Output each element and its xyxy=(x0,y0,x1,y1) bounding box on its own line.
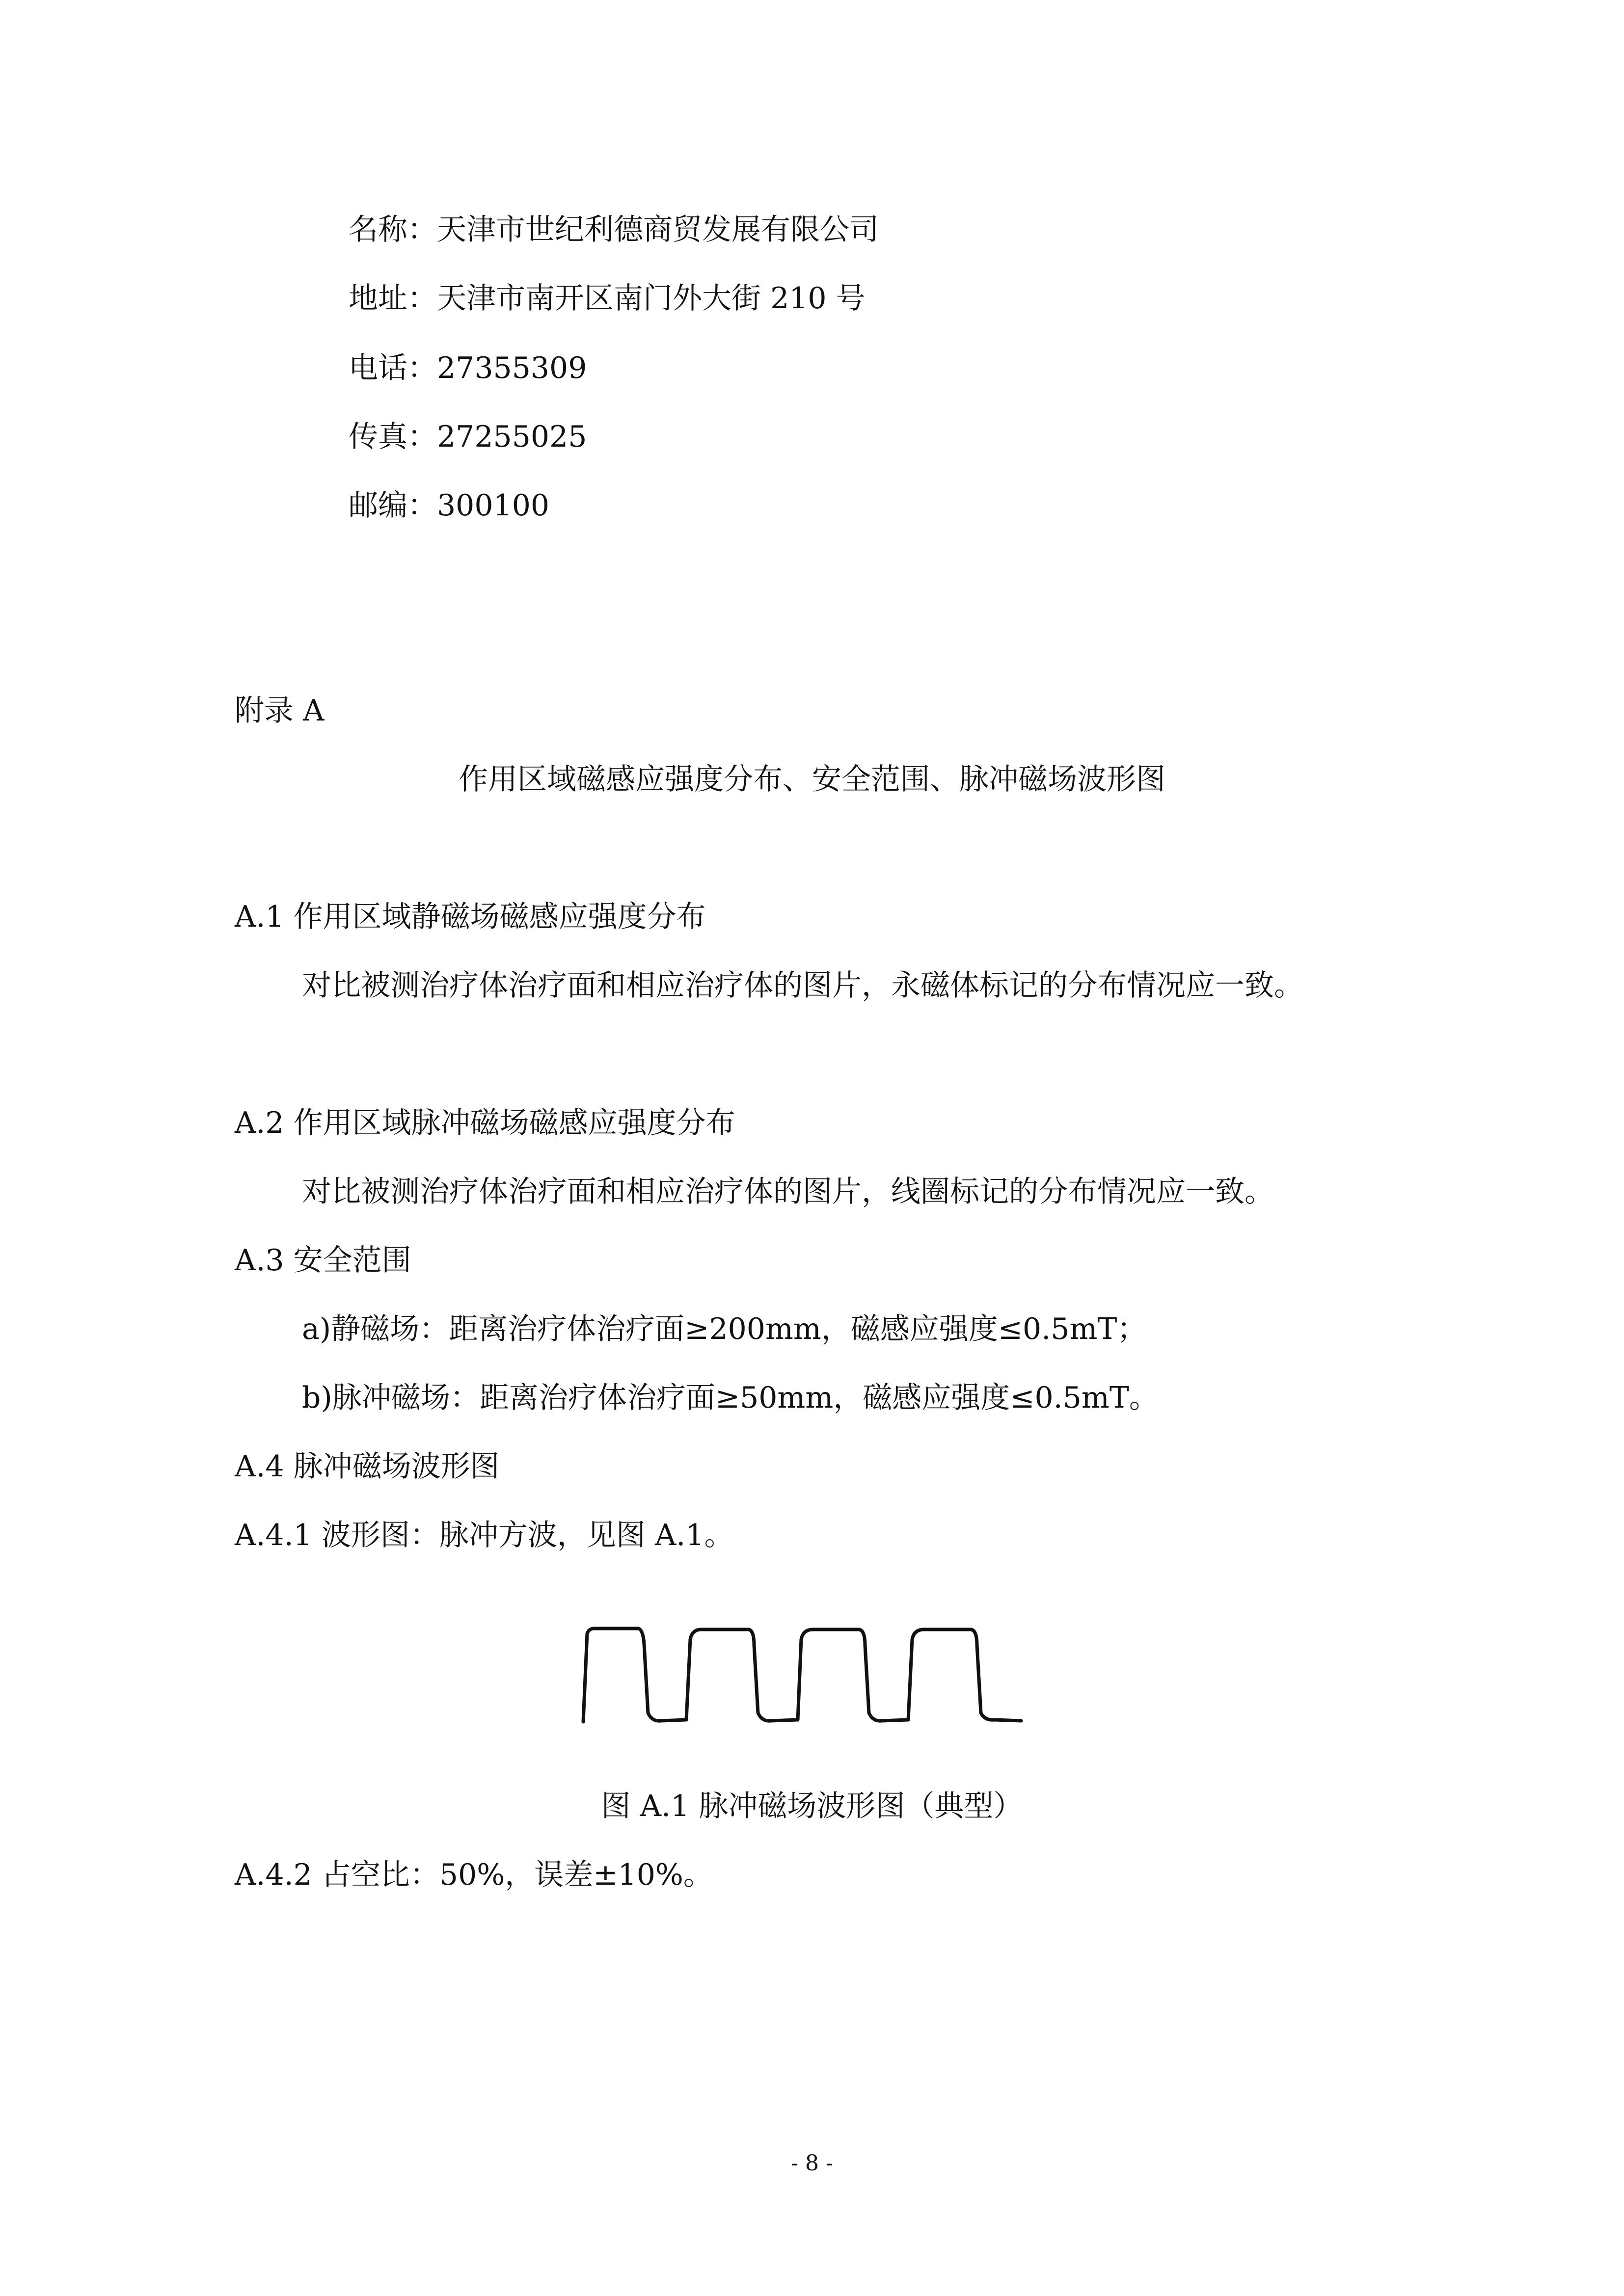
section-a1-text: 对比被测治疗体治疗面和相应治疗体的图片，永磁体标记的分布情况应一致。 xyxy=(302,968,1303,1003)
section-a1-heading: A.1 作用区域静磁场磁感应强度分布 xyxy=(235,900,706,934)
company-address-line: 地址：天津市南开区南门外大街 210 号 xyxy=(349,281,866,316)
pulse-waveform-line xyxy=(583,1629,1021,1722)
section-a41-text: A.4.1 波形图：脉冲方波，见图 A.1。 xyxy=(235,1518,734,1552)
section-a3-item-a: a)静磁场：距离治疗体治疗面≥200mm，磁感应强度≤0.5mT； xyxy=(302,1312,1147,1346)
company-fax-line: 传真：27255025 xyxy=(349,420,587,454)
appendix-label: 附录 A xyxy=(235,694,325,728)
page-number: - 8 - xyxy=(791,2151,833,2176)
appendix-title: 作用区域磁感应强度分布、安全范围、脉冲磁场波形图 xyxy=(459,762,1165,797)
company-postcode-line: 邮编：300100 xyxy=(349,488,550,523)
pulse-waveform-figure xyxy=(574,1615,1036,1742)
figure-caption: 图 A.1 脉冲磁场波形图（典型） xyxy=(601,1789,1023,1823)
section-a3-item-b: b)脉冲磁场：距离治疗体治疗面≥50mm，磁感应强度≤0.5mT。 xyxy=(302,1381,1159,1415)
company-name-line: 名称：天津市世纪利德商贸发展有限公司 xyxy=(349,213,879,247)
section-a2-heading: A.2 作用区域脉冲磁场磁感应强度分布 xyxy=(235,1106,735,1140)
section-a42-text: A.4.2 占空比：50%，误差±10%。 xyxy=(235,1858,713,1892)
section-a4-heading: A.4 脉冲磁场波形图 xyxy=(235,1449,500,1484)
section-a3-heading: A.3 安全范围 xyxy=(235,1243,411,1278)
company-phone-line: 电话：27355309 xyxy=(349,351,587,385)
section-a2-text: 对比被测治疗体治疗面和相应治疗体的图片，线圈标记的分布情况应一致。 xyxy=(302,1175,1274,1209)
